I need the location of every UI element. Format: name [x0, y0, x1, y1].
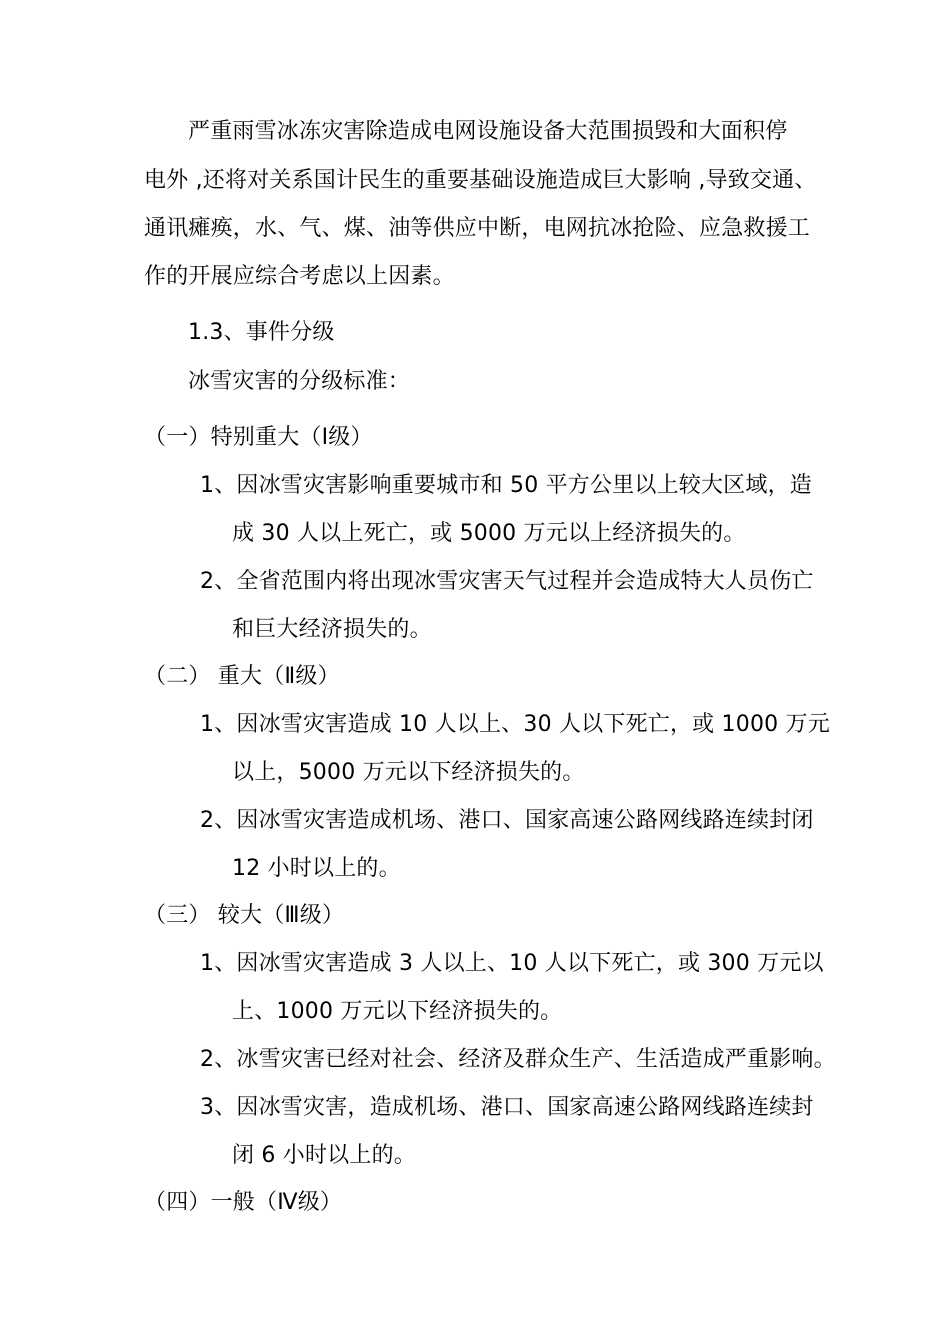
list-item-line: 2、冰雪灾害已经对社会、经济及群众生产、生活造成严重影响。 [200, 1047, 836, 1072]
level-heading: （二） 重大（Ⅱ级） [144, 664, 340, 689]
list-item-line: 2、全省范围内将出现冰雪灾害天气过程并会造成特大人员伤亡 [200, 569, 814, 594]
list-item-line: 闭 6 小时以上的。 [232, 1143, 416, 1168]
intro-line-1: 严重雨雪冰冻灾害除造成电网设施设备大范围损毁和大面积停 [188, 119, 788, 144]
list-item-line: 和巨大经济损失的。 [232, 617, 432, 642]
list-item-line: 12 小时以上的。 [232, 856, 401, 881]
intro-line-3: 通讯瘫痪，水、气、煤、油等供应中断，电网抗冰抢险、应急救援工 [144, 216, 811, 241]
standard-intro: 冰雪灾害的分级标准： [188, 369, 411, 394]
intro-line-4: 作的开展应综合考虑以上因素。 [144, 264, 455, 289]
list-item-line: 上、1000 万元以下经济损失的。 [232, 999, 563, 1024]
list-item-line: 以上，5000 万元以下经济损失的。 [232, 760, 585, 785]
list-item-line: 1、因冰雪灾害造成 3 人以上、10 人以下死亡，或 300 万元以 [200, 951, 824, 976]
intro-line-2: 电外 ,还将对关系国计民生的重要基础设施造成巨大影响 ,导致交通、 [144, 168, 817, 193]
list-item-line: 2、因冰雪灾害造成机场、港口、国家高速公路网线路连续封闭 [200, 808, 814, 833]
list-item-line: 1、因冰雪灾害造成 10 人以上、30 人以下死亡，或 1000 万元 [200, 712, 830, 737]
level-heading: （一）特别重大（Ⅰ级） [144, 425, 373, 450]
section-heading: 1.3、事件分级 [188, 320, 335, 345]
list-item-line: 成 30 人以上死亡，或 5000 万元以上经济损失的。 [232, 521, 746, 546]
list-item-line: 3、因冰雪灾害，造成机场、港口、国家高速公路网线路连续封 [200, 1095, 814, 1120]
list-item-line: 1、因冰雪灾害影响重要城市和 50 平方公里以上较大区域，造 [200, 473, 812, 498]
level-heading: （三） 较大（Ⅲ级） [144, 903, 345, 928]
level-heading: （四）一般（Ⅳ级） [144, 1190, 343, 1215]
